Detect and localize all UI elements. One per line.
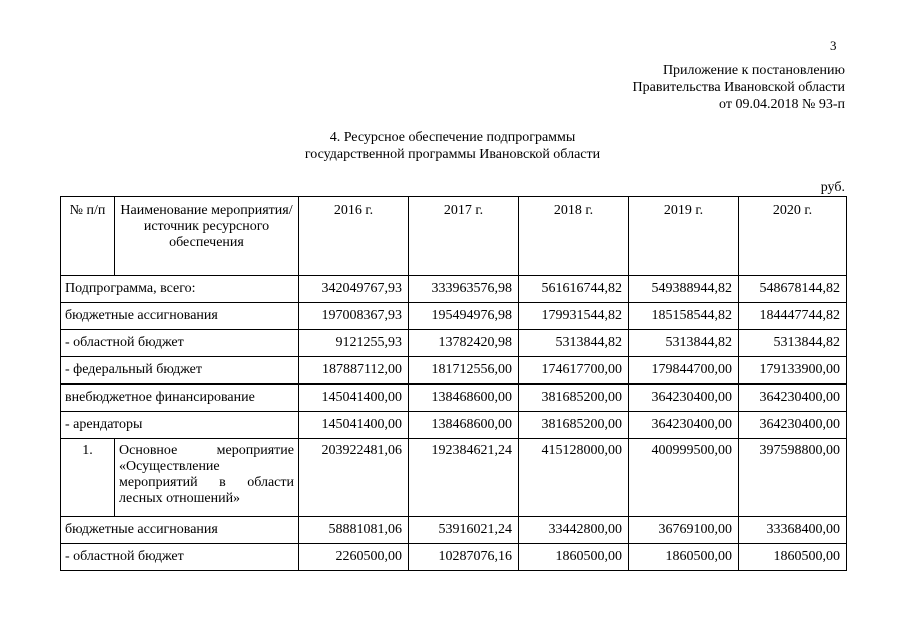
header-year: 2018 г. (519, 197, 629, 276)
document-title (0, 129, 905, 163)
cell-value: 145041400,00 (299, 384, 409, 412)
cell-value: 548678144,82 (739, 276, 847, 303)
cell-value: 138468600,00 (409, 384, 519, 412)
cell-value: 342049767,93 (299, 276, 409, 303)
table-row (61, 276, 847, 303)
cell-value: 187887112,00 (299, 357, 409, 385)
page-number: 3 (830, 38, 837, 53)
header-year: 2020 г. (739, 197, 847, 276)
cell-value: 184447744,82 (739, 303, 847, 330)
event-name: Основное мероприятие «Осуществление мероприятий в области лесных отношений» (115, 439, 299, 517)
cell-value: 179844700,00 (629, 357, 739, 385)
cell-value: 174617700,00 (519, 357, 629, 385)
row-label: - областной бюджет (61, 330, 299, 357)
cell-value: 364230400,00 (629, 384, 739, 412)
table-row (61, 330, 847, 357)
cell-value: 1860500,00 (629, 544, 739, 571)
cell-value: 13782420,98 (409, 330, 519, 357)
cell-value: 181712556,00 (409, 357, 519, 385)
table-row (61, 517, 847, 544)
event-row (61, 439, 847, 517)
row-label: бюджетные ассигнования (61, 303, 299, 330)
table-row (61, 357, 847, 385)
cell-value: 381685200,00 (519, 412, 629, 439)
row-label: - областной бюджет (61, 544, 299, 571)
cell-value: 400999500,00 (629, 439, 739, 517)
appendix-line: Правительства Ивановской области (632, 80, 845, 95)
row-label: - федеральный бюджет (61, 357, 299, 385)
cell-value: 138468600,00 (409, 412, 519, 439)
cell-value: 192384621,24 (409, 439, 519, 517)
event-number: 1. (61, 439, 115, 517)
cell-value: 33368400,00 (739, 517, 847, 544)
cell-value: 197008367,93 (299, 303, 409, 330)
cell-value: 364230400,00 (739, 412, 847, 439)
cell-value: 381685200,00 (519, 384, 629, 412)
cell-value: 5313844,82 (519, 330, 629, 357)
cell-value: 179133900,00 (739, 357, 847, 385)
cell-value: 53916021,24 (409, 517, 519, 544)
cell-value: 561616744,82 (519, 276, 629, 303)
header-name: Наименование мероприятия/ источник ресурсного обеспечения (115, 197, 299, 276)
table-row (61, 384, 847, 412)
cell-value: 5313844,82 (739, 330, 847, 357)
row-label: внебюджетное финансирование (61, 384, 299, 412)
cell-value: 33442800,00 (519, 517, 629, 544)
cell-value: 185158544,82 (629, 303, 739, 330)
header-row (61, 197, 847, 276)
appendix-line: от 09.04.2018 № 93-п (719, 97, 845, 112)
cell-value: 5313844,82 (629, 330, 739, 357)
title-line: государственной программы Ивановской области (304, 147, 601, 162)
appendix-line: Приложение к постановлению (662, 63, 845, 78)
appendix-note (525, 62, 845, 113)
cell-value: 549388944,82 (629, 276, 739, 303)
cell-value: 364230400,00 (739, 384, 847, 412)
cell-value: 415128000,00 (519, 439, 629, 517)
cell-value: 397598800,00 (739, 439, 847, 517)
cell-value: 2260500,00 (299, 544, 409, 571)
title-line: 4. Ресурсное обеспечение подпрограммы (329, 130, 576, 145)
cell-value: 364230400,00 (629, 412, 739, 439)
cell-value: 333963576,98 (409, 276, 519, 303)
cell-value: 1860500,00 (739, 544, 847, 571)
cell-value: 179931544,82 (519, 303, 629, 330)
cell-value: 1860500,00 (519, 544, 629, 571)
table-row (61, 544, 847, 571)
header-year: 2019 г. (629, 197, 739, 276)
table-row (61, 303, 847, 330)
table-row (61, 412, 847, 439)
cell-value: 36769100,00 (629, 517, 739, 544)
cell-value: 203922481,06 (299, 439, 409, 517)
cell-value: 58881081,06 (299, 517, 409, 544)
row-label: Подпрограмма, всего: (61, 276, 299, 303)
cell-value: 10287076,16 (409, 544, 519, 571)
cell-value: 195494976,98 (409, 303, 519, 330)
cell-value: 145041400,00 (299, 412, 409, 439)
header-year: 2016 г. (299, 197, 409, 276)
row-label: - арендаторы (61, 412, 299, 439)
resource-table (60, 196, 847, 571)
row-label: бюджетные ассигнования (61, 517, 299, 544)
currency-unit: руб. (820, 180, 845, 195)
header-year: 2017 г. (409, 197, 519, 276)
header-num: № п/п (61, 197, 115, 276)
cell-value: 9121255,93 (299, 330, 409, 357)
